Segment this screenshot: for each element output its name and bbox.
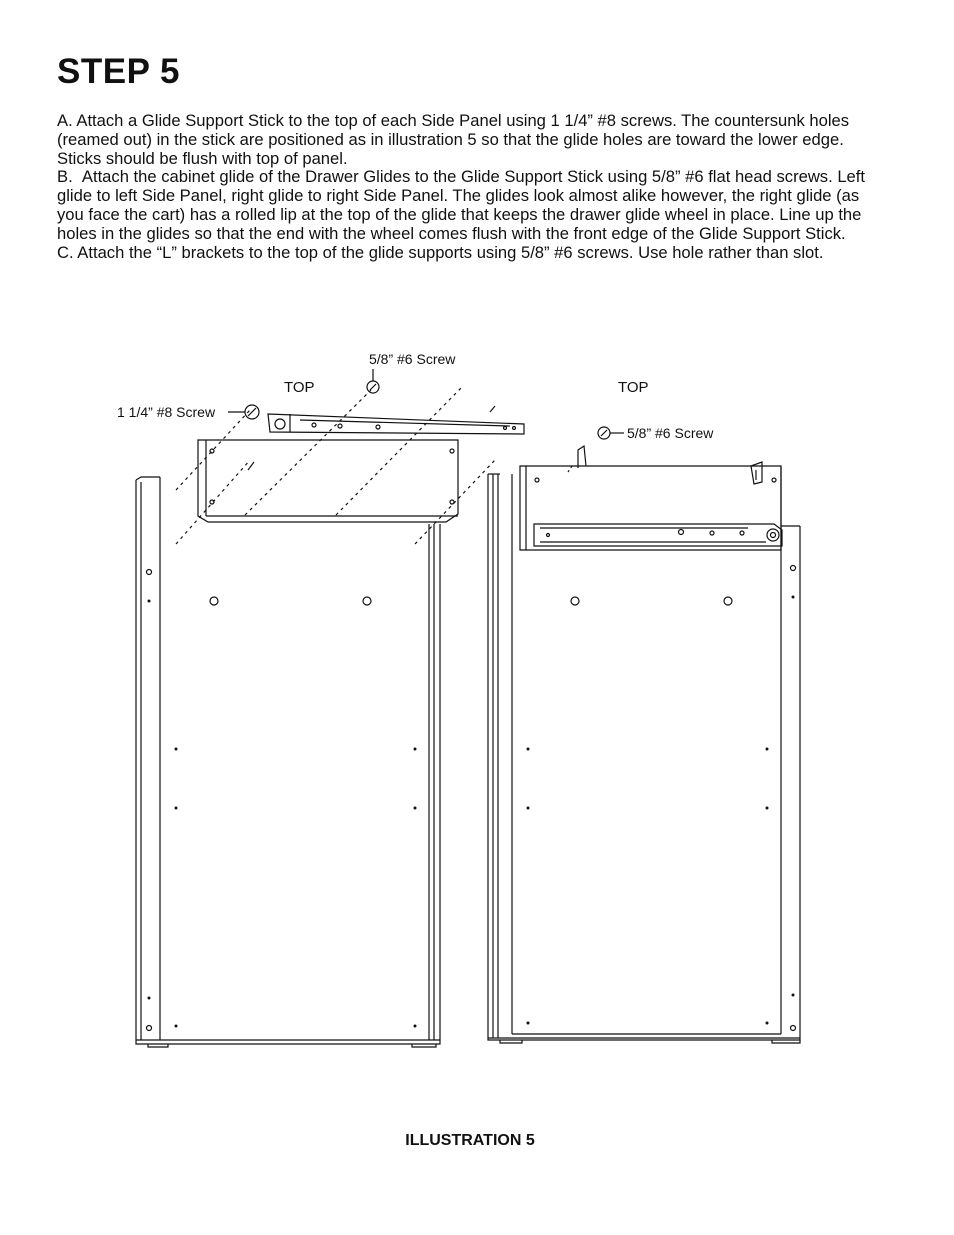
caption-text: ILLUSTRATION 5 [405,1132,535,1149]
instruction-a: A. Attach a Glide Support Stick to the top of each Side Panel using 1 1/4” #8 screws. The countersunk holes (reamed out) in the stick are positioned as in illustration 5 so that the glide holes are toward the lower edge. Sticks should be flush with top of panel. [57,111,850,168]
top-label-right: TOP [618,379,649,396]
illustration-caption [0,1132,954,1150]
instruction-b: B. Attach the cabinet glide of the Drawer Glides to the Glide Support Stick using 5/8” #6 flat head screws. Left glide to left Side Panel, right glide to right Side Panel. The glides look almost alike however, the right glide (as you face the cart) has a rolled lip at the top of the glide that keeps the drawer glide wheel in place. Line up the holes in the glides so that the end with the wheel comes flush with the front edge of the Glide Support Stick. [57,167,865,243]
screw-6-label-left: 5/8” #6 Screw [369,351,456,367]
l-bracket-right [751,462,762,484]
right-side-panel [488,466,800,1043]
screw-8-label: 1 1/4” #8 Screw [117,404,216,420]
screw-6-label-right: 5/8” #6 Screw [627,425,714,441]
instruction-c: C. Attach the “L” brackets to the top of the glide supports using 5/8” #6 screws. Use hole rather than slot. [57,242,824,262]
page-title: STEP 5 [57,52,180,91]
top-label-left: TOP [284,379,315,396]
screw-6-icon-left [367,369,379,393]
right-glide-support-stick [520,466,781,550]
left-glide-support-stick [198,440,458,522]
l-bracket-left [578,446,586,468]
left-side-panel [136,477,440,1047]
screw-paths [176,387,495,544]
left-cabinet-glide [268,414,524,434]
right-cabinet-glide [534,524,782,546]
screw-6-icon-right [598,427,624,439]
